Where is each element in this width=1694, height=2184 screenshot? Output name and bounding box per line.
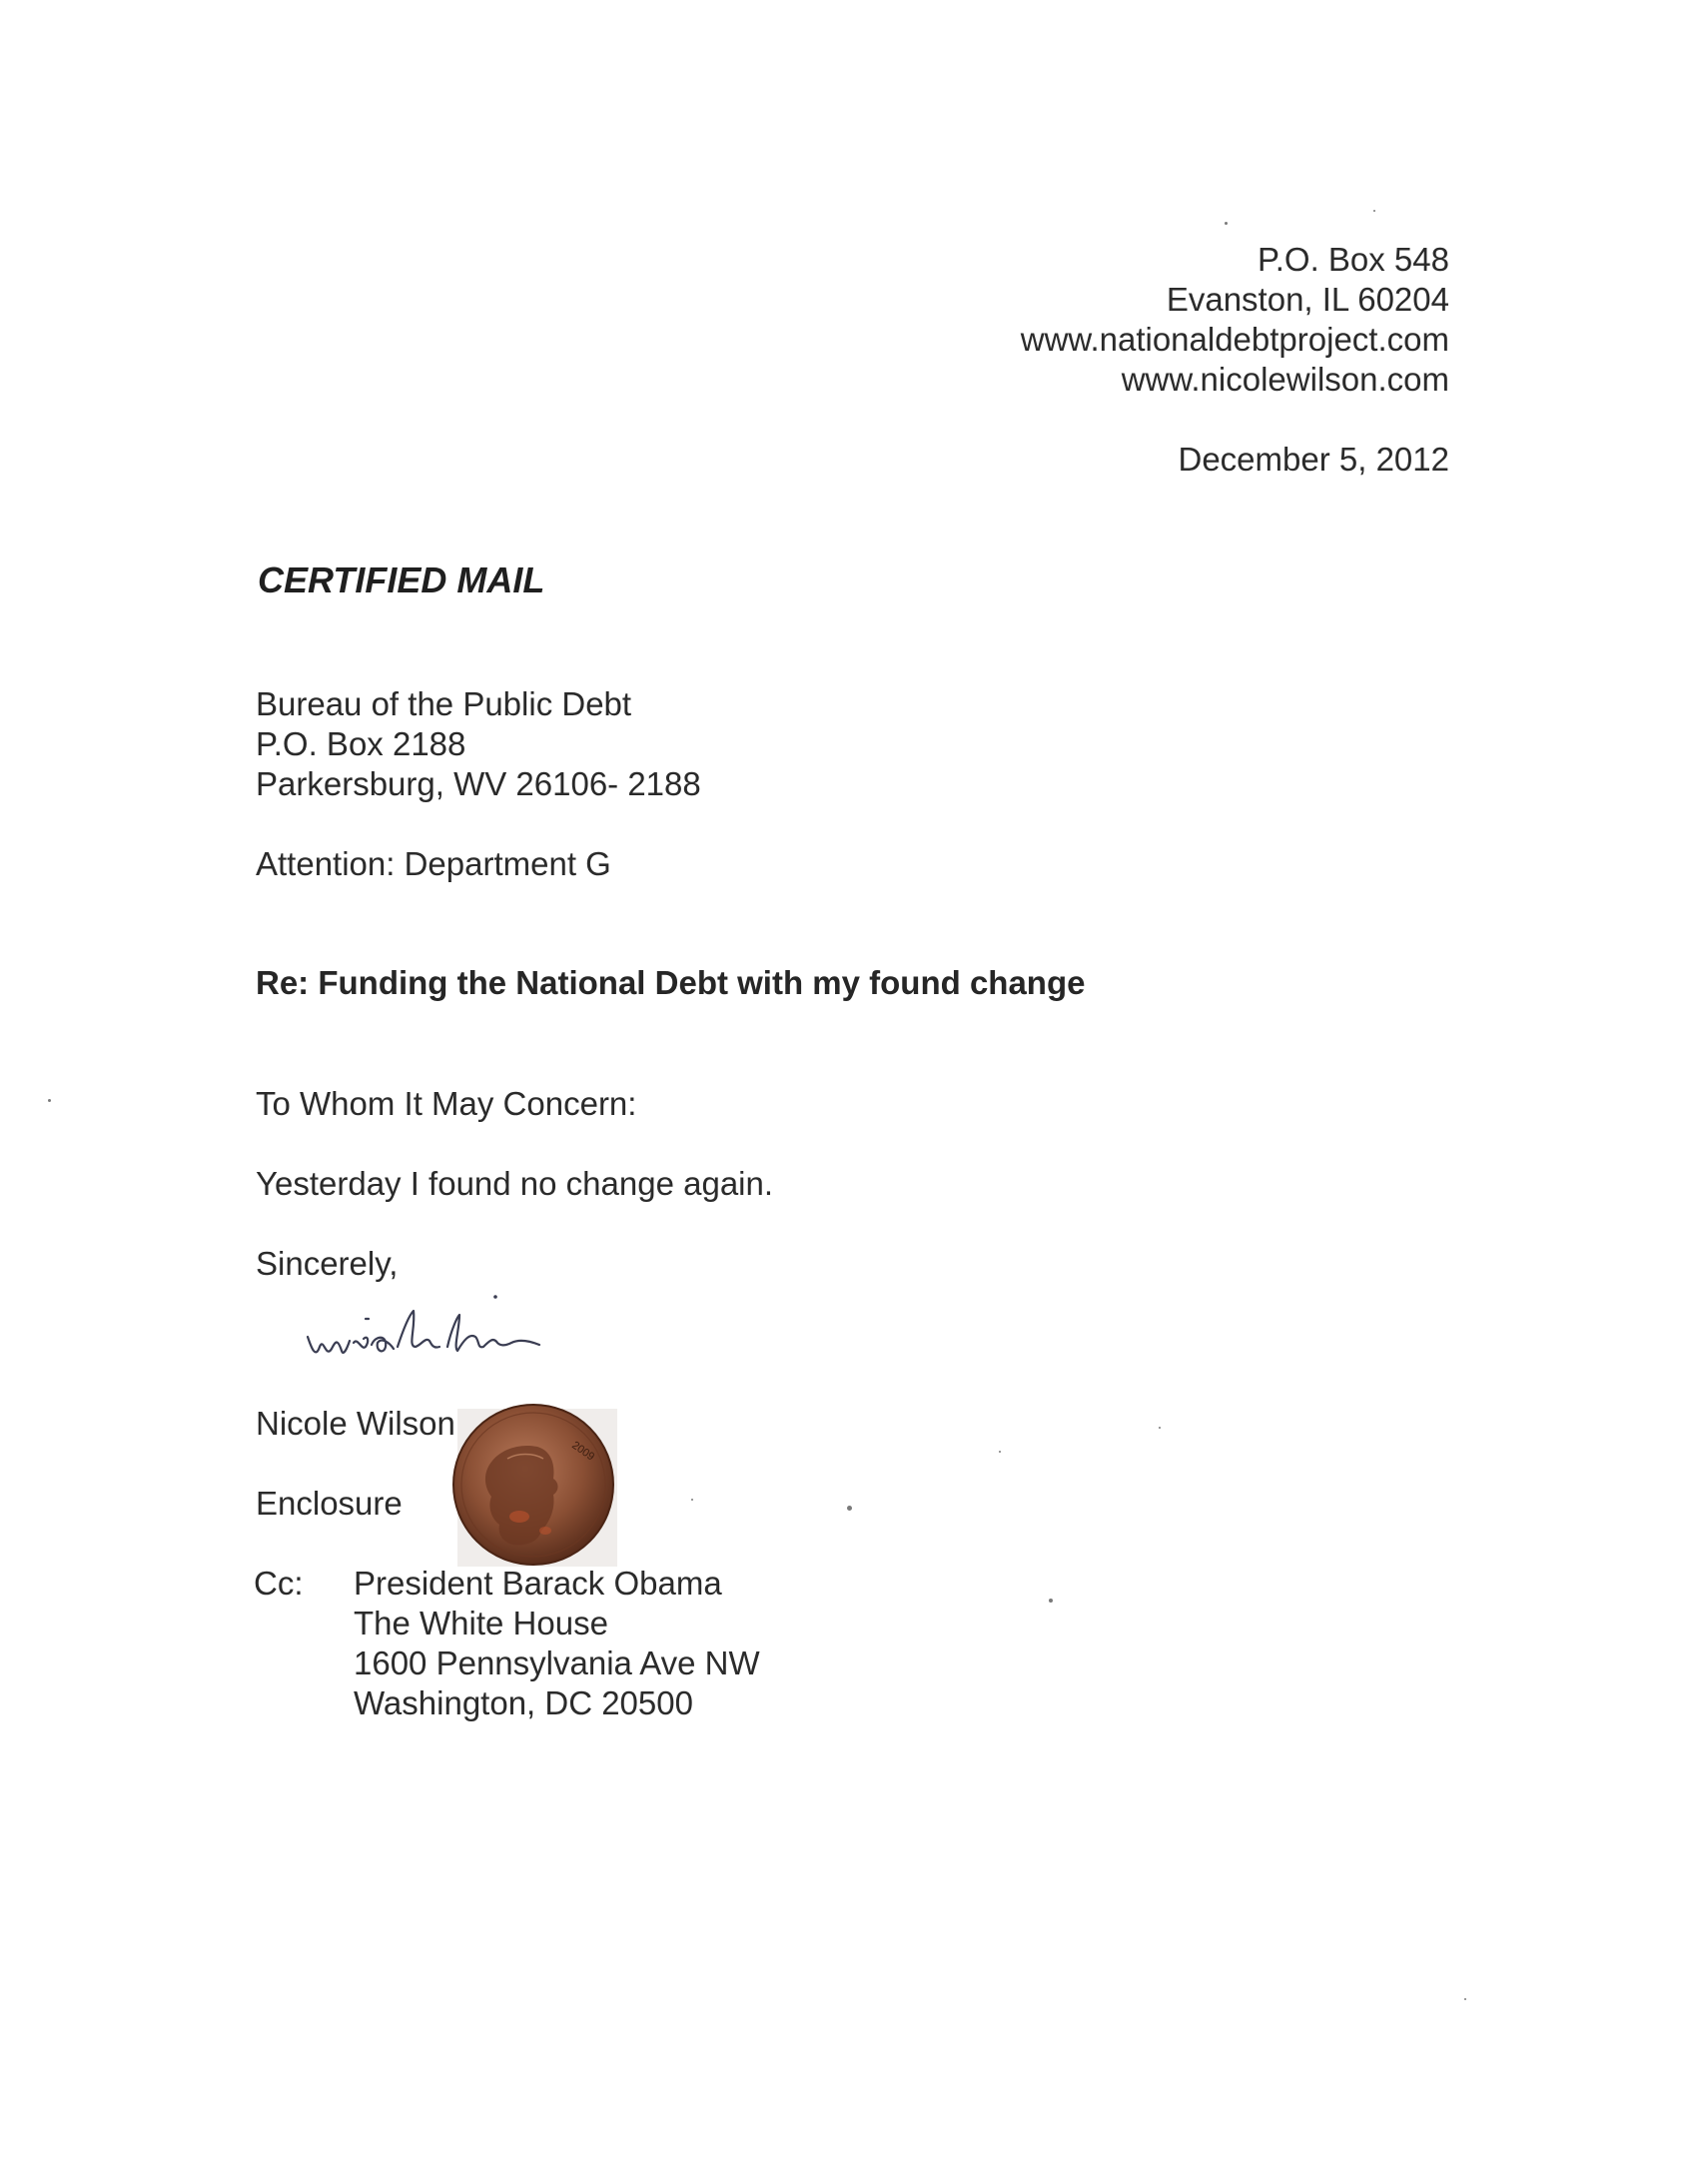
- scan-speck: [1159, 1427, 1161, 1429]
- cc-line: 1600 Pennsylvania Ave NW: [354, 1644, 760, 1681]
- cc-line: Washington, DC 20500: [354, 1684, 693, 1721]
- salutation: To Whom It May Concern:: [256, 1085, 637, 1122]
- letter-date: December 5, 2012: [1178, 441, 1449, 478]
- sender-line: Evanston, IL 60204: [1166, 281, 1449, 318]
- closing: Sincerely,: [256, 1245, 399, 1282]
- handwritten-signature: [298, 1289, 647, 1379]
- cc-label: Cc:: [254, 1565, 304, 1602]
- scan-speck: [1049, 1599, 1053, 1603]
- penny-year: 2009: [569, 1439, 597, 1464]
- scan-speck: [847, 1506, 852, 1511]
- cc-line: The White House: [354, 1605, 608, 1641]
- recipient-line: Parkersburg, WV 26106- 2188: [256, 765, 701, 802]
- recipient-address: [256, 684, 701, 804]
- certified-mail-label: CERTIFIED MAIL: [258, 559, 545, 600]
- recipient-line: Bureau of the Public Debt: [256, 685, 632, 722]
- scan-speck: [48, 1099, 51, 1102]
- enclosure-label: Enclosure: [256, 1485, 403, 1522]
- penny-coin-image: [447, 1399, 621, 1573]
- sender-line: www.nationaldebtproject.com: [1020, 321, 1449, 358]
- cc-line: President Barack Obama: [354, 1565, 722, 1602]
- scan-speck: [691, 1499, 693, 1501]
- recipient-line: P.O. Box 2188: [256, 725, 466, 762]
- scan-speck: [1464, 1998, 1466, 2000]
- scan-speck: [999, 1451, 1001, 1453]
- sender-line: www.nicolewilson.com: [1121, 361, 1449, 398]
- scan-speck: [1225, 222, 1228, 225]
- subject-line: Re: Funding the National Debt with my found change: [256, 964, 1086, 1001]
- cc-address: [354, 1564, 760, 1723]
- sender-address: [1021, 240, 1449, 400]
- scan-speck: [1373, 210, 1375, 212]
- attention-line: Attention: Department G: [256, 845, 611, 882]
- sender-line: P.O. Box 548: [1257, 241, 1449, 278]
- body-message: Yesterday I found no change again.: [256, 1165, 774, 1202]
- signer-name: Nicole Wilson: [256, 1405, 455, 1442]
